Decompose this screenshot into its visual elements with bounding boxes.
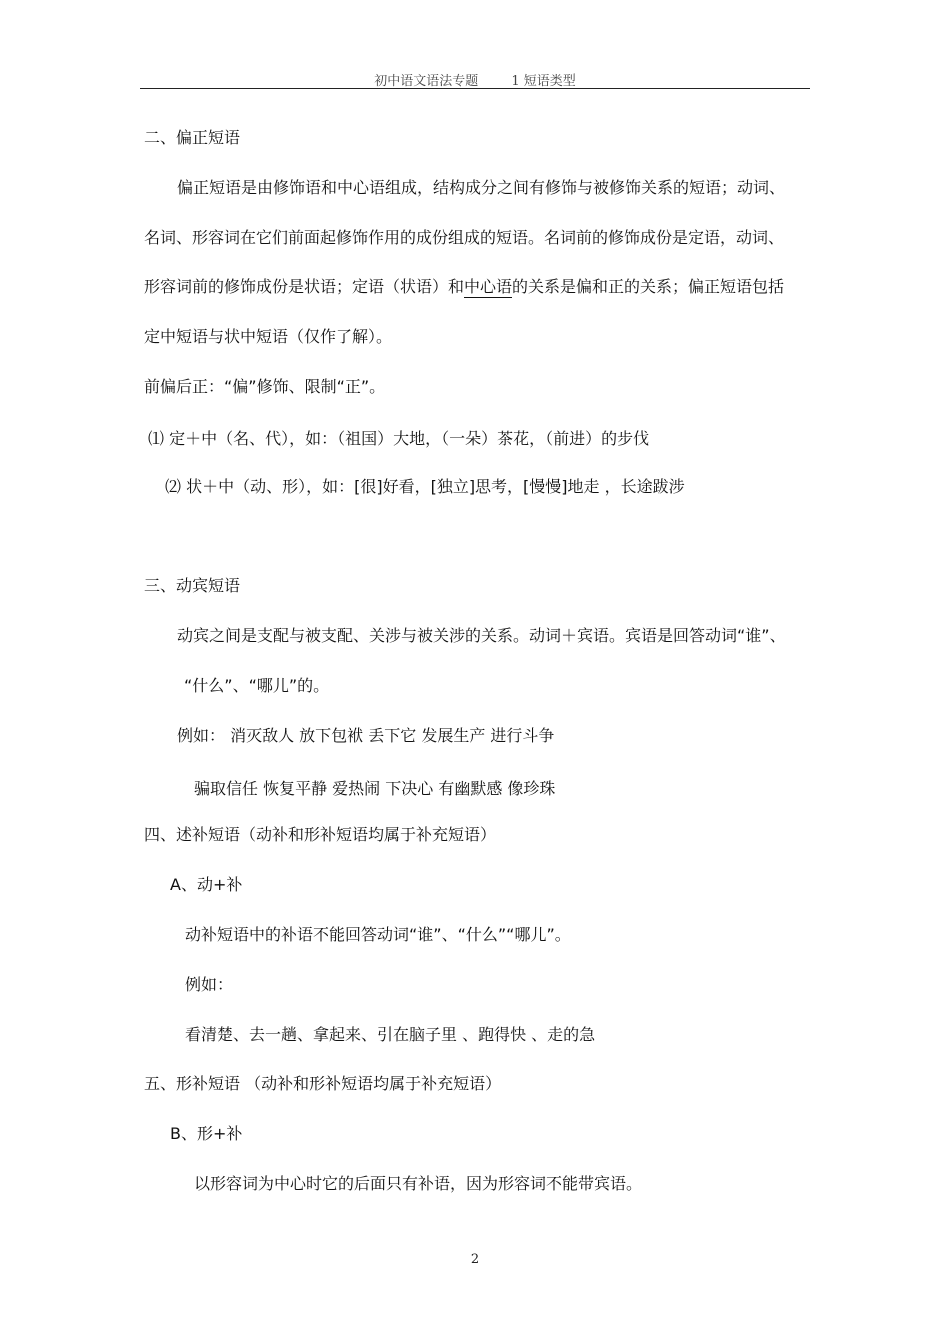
underlined-term: 中心语 [464, 277, 513, 296]
example-line: ⑴ 定＋中（名、代），如：（祖国）大地，（一朵）茶花，（前进）的步伐 [148, 429, 650, 448]
paragraph-line: 定中短语与状中短语（仅作了解）。 [144, 327, 393, 346]
running-header [140, 70, 810, 89]
section-heading-2: 二、偏正短语 [144, 128, 241, 147]
page-number: 2 [470, 1252, 480, 1267]
header-title: 初中语文语法专题 [374, 74, 479, 89]
example-line: ⑵ 状＋中（动、形），如：[很]好看，[独立]思考，[慢慢]地走 ，长途跋涉 [165, 477, 685, 496]
paragraph-line: “什么”、“哪儿”的。 [184, 676, 330, 695]
text-run: 形容词前的修饰成份是状语；定语（状语）和 [144, 277, 465, 296]
text-run: 的关系是偏和正的关系；偏正短语包括 [512, 277, 785, 296]
paragraph-line: 偏正短语是由修饰语和中心语组成，结构成分之间有修饰与被修饰关系的短语；动词、 [177, 178, 786, 197]
paragraph-line: 动宾之间是支配与被支配、关涉与被关涉的关系。动词＋宾语。宾语是回答动词“谁”、 [177, 626, 786, 645]
paragraph-line: 例如： [185, 975, 234, 994]
paragraph-line: 名词、形容词在它们前面起修饰作用的成份组成的短语。名词前的修饰成份是定语，动词、 [144, 228, 785, 247]
header-subtitle: 1 短语类型 [511, 74, 576, 89]
subheading: B、形+补 [170, 1124, 243, 1143]
subheading: A、动+补 [170, 875, 243, 894]
section-heading-4: 四、述补短语（动补和形补短语均属于补充短语） [144, 825, 497, 844]
rule-line: 前偏后正：“偏”修饰、限制“正”。 [144, 377, 386, 396]
section-heading-5: 五、形补短语 （动补和形补短语均属于补充短语） [144, 1074, 502, 1093]
example-line: 例如： 消灭敌人 放下包袱 丢下它 发展生产 进行斗争 [177, 726, 555, 745]
paragraph-line: 以形容词为中心时它的后面只有补语，因为形容词不能带宾语。 [194, 1174, 643, 1193]
paragraph-line: 动补短语中的补语不能回答动词“谁”、“什么”“哪儿”。 [185, 925, 571, 944]
section-heading-3: 三、动宾短语 [144, 576, 241, 595]
header-rule [140, 88, 810, 89]
paragraph-line [144, 277, 784, 297]
example-line: 看清楚、去一趟、拿起来、引在脑子里 、跑得快 、走的急 [185, 1025, 596, 1044]
example-line: 骗取信任 恢复平静 爱热闹 下决心 有幽默感 像珍珠 [194, 779, 556, 798]
